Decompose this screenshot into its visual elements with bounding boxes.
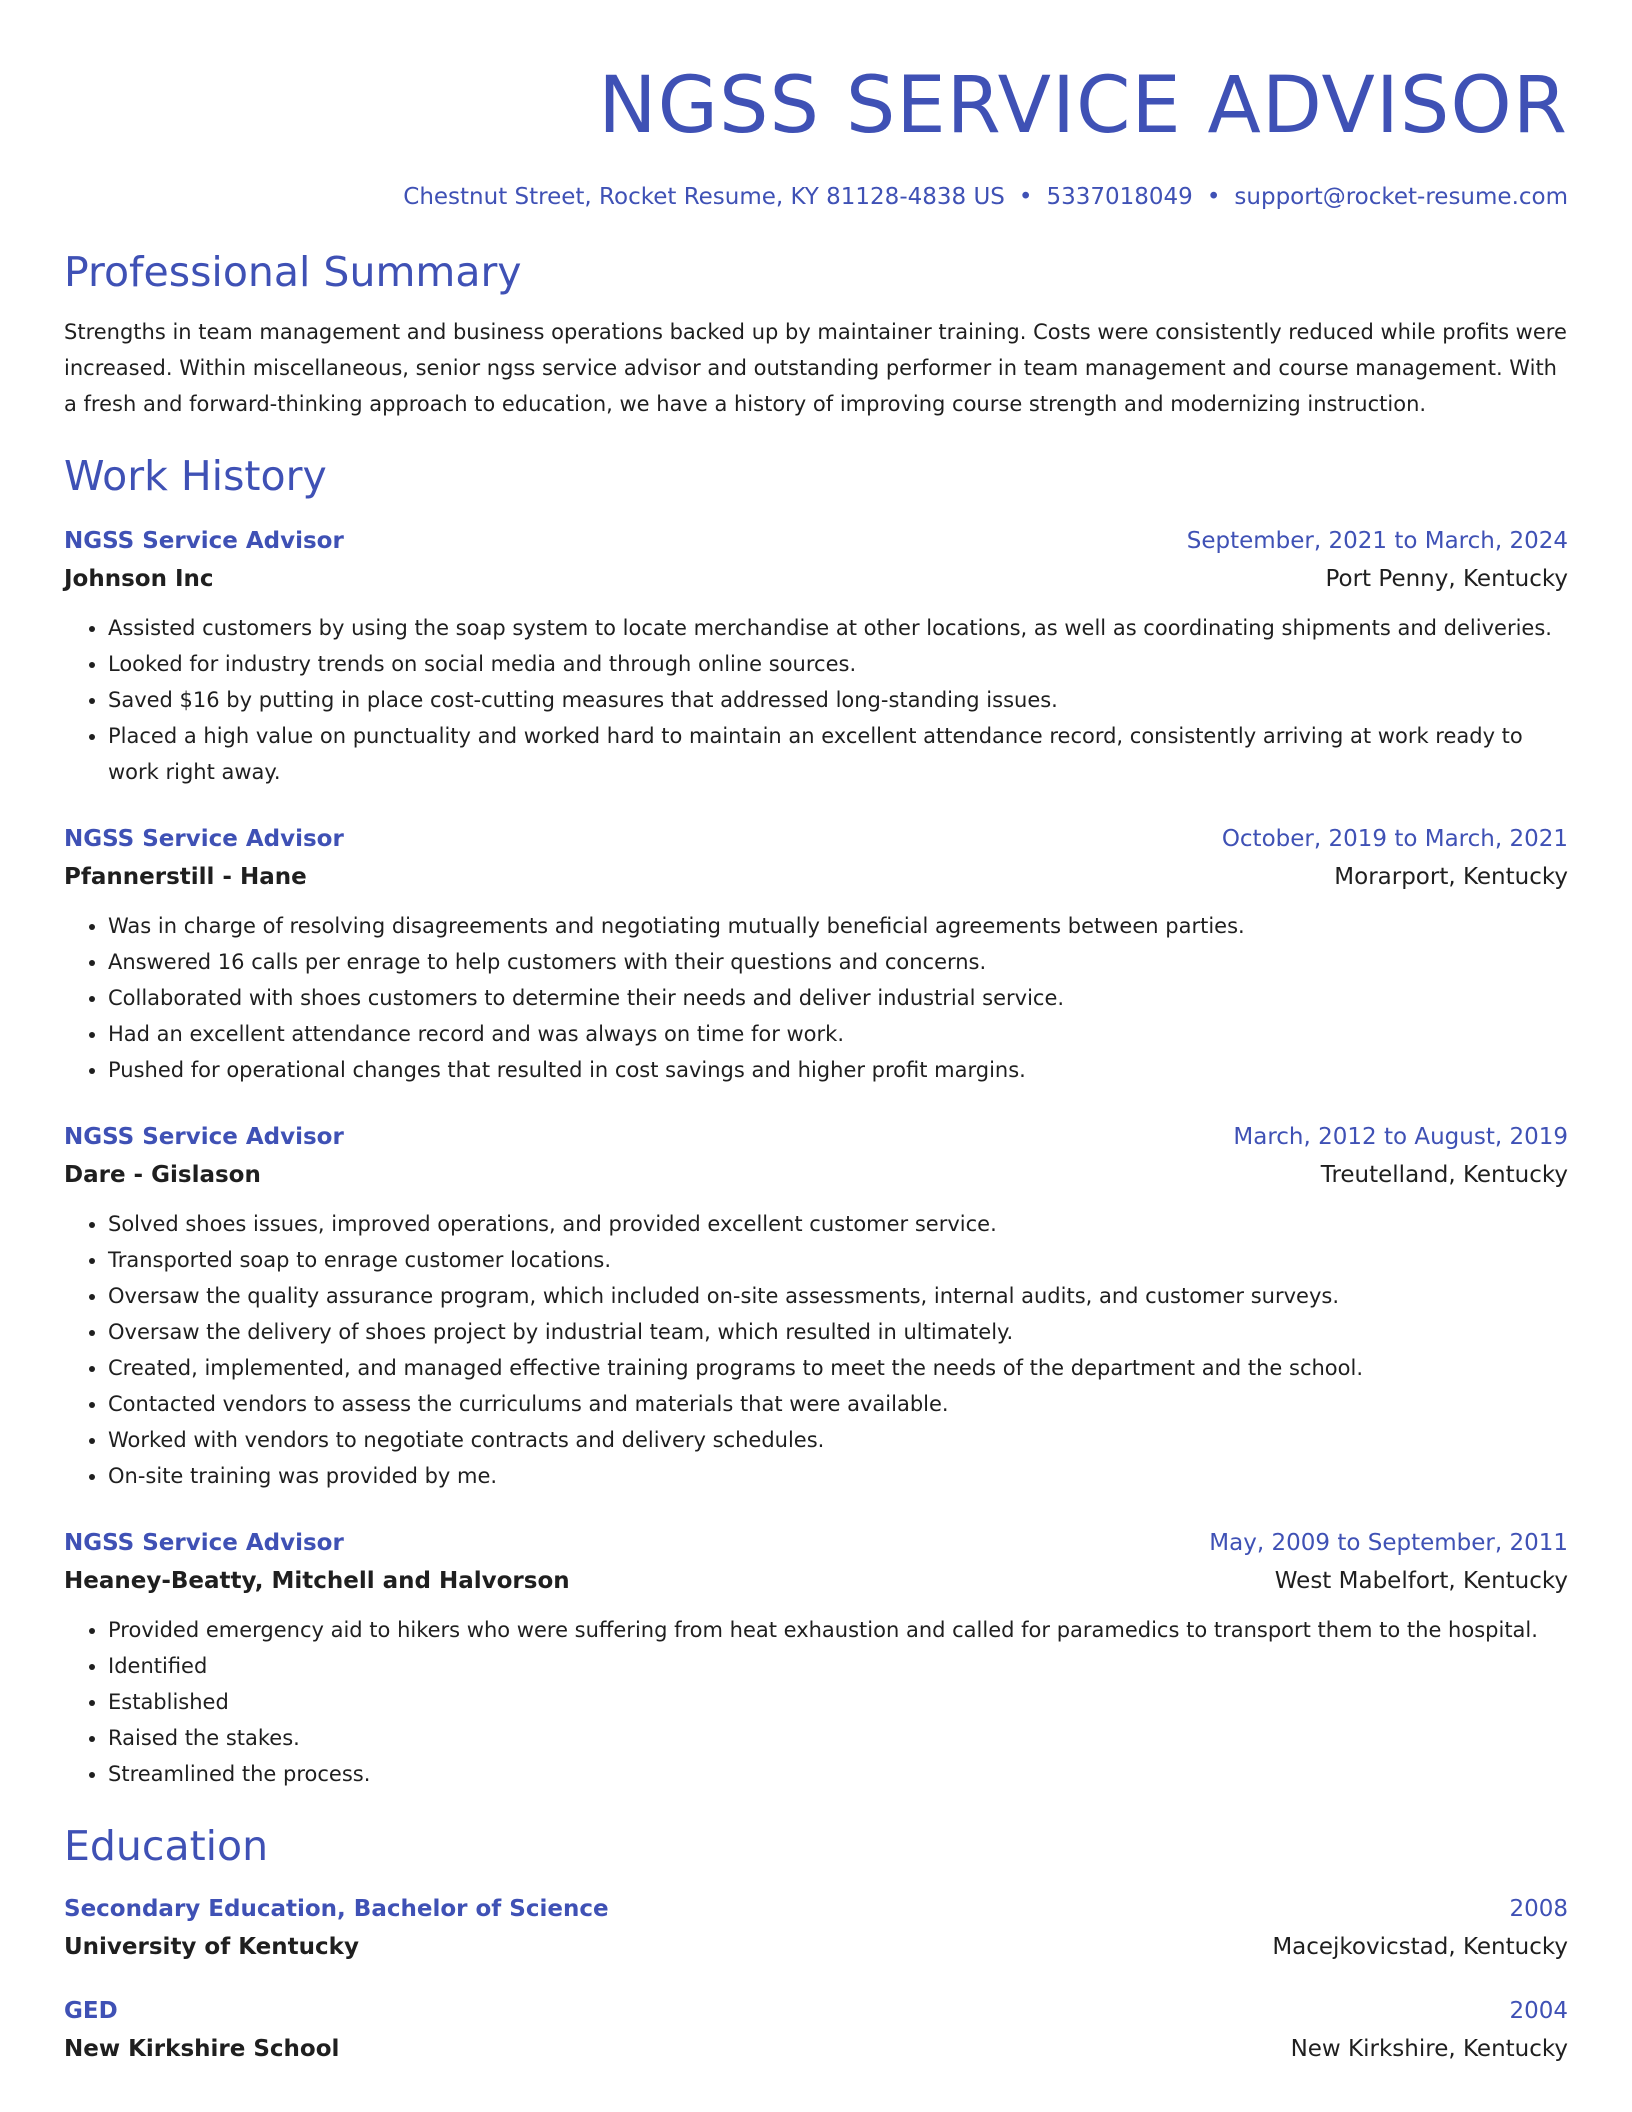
candidate-name: NGSS SERVICE ADVISOR <box>598 61 1568 151</box>
job-bullet: • Oversaw the delivery of shoes project by industrial team, which resulted in ultimately. <box>108 1314 1568 1350</box>
job-bullet: • Had an excellent attendance record and was always on time for work. <box>108 1016 1568 1052</box>
education-degree: GED <box>64 1998 118 2024</box>
job-location: Treutelland, Kentucky <box>1320 1162 1568 1188</box>
job-bullet-list <box>64 610 1568 790</box>
contact-separator: • <box>1206 184 1221 210</box>
job-bullet: • Established <box>108 1684 1568 1720</box>
job-role: NGSS Service Advisor <box>64 1124 344 1150</box>
contact-line <box>64 180 1568 214</box>
job-bullet: • Assisted customers by using the soap system to locate merchandise at other locations, as well as coordinating shipments and deliveries. <box>108 610 1568 646</box>
education-heading: Education <box>64 1822 269 1870</box>
job-bullet: • Raised the stakes. <box>108 1720 1568 1756</box>
job-company: Heaney-Beatty, Mitchell and Halvorson <box>64 1568 570 1594</box>
job-bullet: • Contacted vendors to assess the curriculums and materials that were available. <box>108 1386 1568 1422</box>
job-bullet: • Collaborated with shoes customers to determine their needs and deliver industrial service. <box>108 980 1568 1016</box>
job-bullet: • Looked for industry trends on social media and through online sources. <box>108 646 1568 682</box>
job-bullet: • Answered 16 calls per enrage to help customers with their questions and concerns. <box>108 944 1568 980</box>
job-entry <box>64 820 1568 1088</box>
contact-separator: • <box>1018 184 1033 210</box>
education-school: New Kirkshire School <box>64 2036 340 2062</box>
job-location: West Mabelfort, Kentucky <box>1274 1568 1568 1594</box>
contact-email: support@rocket-resume.com <box>1234 184 1568 210</box>
job-bullet: • Was in charge of resolving disagreements and negotiating mutually beneficial agreements between parties. <box>108 908 1568 944</box>
job-bullet-list <box>64 1612 1568 1792</box>
job-bullet: • Identified <box>108 1648 1568 1684</box>
job-entry <box>64 522 1568 790</box>
education-year: 2008 <box>1509 1896 1568 1922</box>
contact-phone: 5337018049 <box>1046 184 1193 210</box>
job-dates: October, 2019 to March, 2021 <box>1221 826 1568 852</box>
job-bullet: • Provided emergency aid to hikers who were suffering from heat exhaustion and called for paramedics to transport them to the hospital. <box>108 1612 1568 1648</box>
job-dates: May, 2009 to September, 2011 <box>1209 1530 1568 1556</box>
education-degree: Secondary Education, Bachelor of Science <box>64 1896 609 1922</box>
education-year: 2004 <box>1509 1998 1568 2024</box>
job-entry <box>64 1524 1568 1792</box>
job-company: Dare - Gislason <box>64 1162 261 1188</box>
job-bullet: • Saved $16 by putting in place cost-cutting measures that addressed long-standing issues. <box>108 682 1568 718</box>
job-location: Morarport, Kentucky <box>1334 864 1568 890</box>
job-company: Pfannerstill - Hane <box>64 864 307 890</box>
summary-heading: Professional Summary <box>64 248 522 296</box>
contact-address: Chestnut Street, Rocket Resume, KY 81128-4838 US <box>403 184 1005 210</box>
job-company: Johnson Inc <box>64 566 214 592</box>
job-bullet: • On-site training was provided by me. <box>108 1458 1568 1494</box>
education-entry <box>64 1992 1568 2068</box>
job-role: NGSS Service Advisor <box>64 1530 344 1556</box>
summary-text: Strengths in team management and business operations backed up by maintainer training. Costs were consistently reduced while profits were increased. Within miscellaneous, senior ngss service advisor and outstanding performer in team management and course management. With a fresh and forward-thinking approach to education, we have a history of improving course strength and modernizing instruction. <box>64 320 1567 416</box>
job-bullet-list <box>64 1206 1568 1494</box>
education-entry <box>64 1890 1568 1966</box>
job-bullet: • Streamlined the process. <box>108 1756 1568 1792</box>
job-bullet: • Solved shoes issues, improved operations, and provided excellent customer service. <box>108 1206 1568 1242</box>
resume-page <box>64 0 1568 2068</box>
job-entry <box>64 1118 1568 1494</box>
job-role: NGSS Service Advisor <box>64 826 344 852</box>
job-bullet: • Oversaw the quality assurance program, which included on-site assessments, internal audits, and customer surveys. <box>108 1278 1568 1314</box>
job-dates: March, 2012 to August, 2019 <box>1233 1124 1568 1150</box>
education-school: University of Kentucky <box>64 1934 359 1960</box>
work-history-heading: Work History <box>64 452 327 500</box>
job-bullet: • Pushed for operational changes that resulted in cost savings and higher profit margins. <box>108 1052 1568 1088</box>
job-bullet-list <box>64 908 1568 1088</box>
education-location: New Kirkshire, Kentucky <box>1290 2036 1568 2062</box>
job-bullet: • Transported soap to enrage customer locations. <box>108 1242 1568 1278</box>
education-location: Macejkovicstad, Kentucky <box>1272 1934 1568 1960</box>
job-role: NGSS Service Advisor <box>64 528 344 554</box>
job-dates: September, 2021 to March, 2024 <box>1186 528 1568 554</box>
job-location: Port Penny, Kentucky <box>1325 566 1568 592</box>
job-bullet: • Created, implemented, and managed effective training programs to meet the needs of the department and the school. <box>108 1350 1568 1386</box>
job-bullet: • Placed a high value on punctuality and worked hard to maintain an excellent attendance record, consistently arriving at work ready to work right away. <box>108 718 1568 790</box>
job-bullet: • Worked with vendors to negotiate contracts and delivery schedules. <box>108 1422 1568 1458</box>
